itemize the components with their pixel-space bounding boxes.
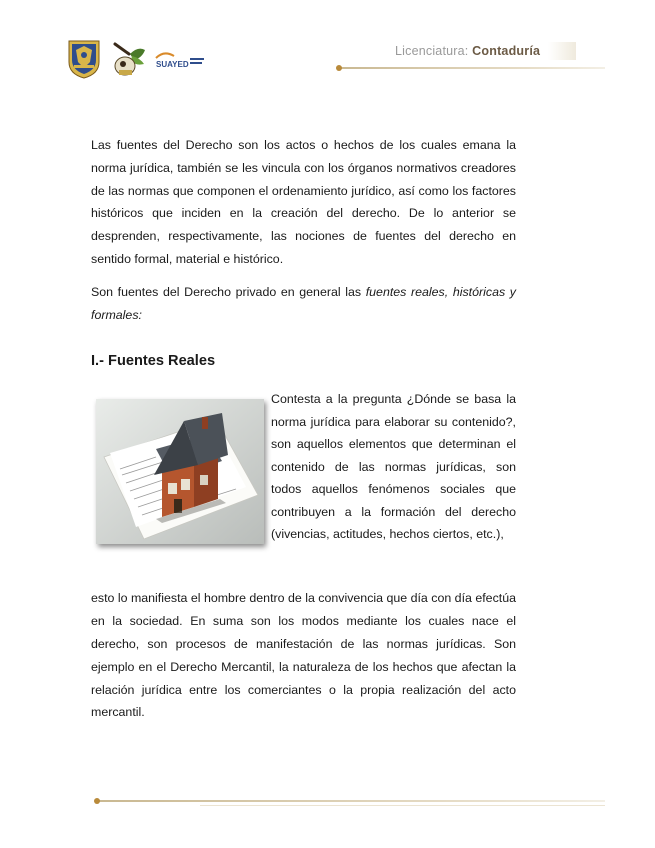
program-prefix: Licenciatura: [395,44,469,58]
footer-rule-dot [94,798,100,804]
program-name: Contaduría [472,44,541,58]
document-content [91,134,516,724]
paragraph-sources-text: Son fuentes del Derecho privado en general las [91,284,366,299]
header-tab-decoration [548,42,576,60]
fca-logo [112,40,148,78]
header-rule [338,67,605,69]
footer-rule [95,800,605,802]
paragraph-intro: Las fuentes del Derecho son los actos o hechos de los cuales emana la norma jurídica, también se les vincula con los órganos normativos creadores de las normas que componen el ordenamiento jurídico, así como los factores históricos que inciden en la creación del derecho. De lo anterior se desprenden, respectivamente, las nociones de fuentes del derecho en sentido formal, material e histórico. [91,138,516,266]
footer-rule-secondary [200,805,605,806]
figure-block [91,389,516,587]
header-rule-dot [336,65,342,71]
section-heading: I.- Fuentes Reales [91,353,216,370]
figure-caption-text: Contesta a la pregunta ¿Dónde se basa la norma jurídica para elaborar su contenido?, son aquellos elementos que determinan el contenido de las normas jurídicas, son todos aquellos fenómenos sociales que contribuyen a la formación del derecho (vivencias, actitudes, hechos ciertos, etc.), [271,392,516,542]
paragraph-sources-italic: fuentes reales, históricas y formales: [91,284,516,322]
paragraph-real-sources: esto lo manifiesta el hombre dentro de la convivencia que día con día efectúa en la sociedad. En suma son los modos mediante los cuales nace el derecho, son procesos de manifestación de las normas jurídicas. Son ejemplo en el Derecho Mercantil, la naturaleza de los hechos que afectan la relación jurídica entre los comerciantes o la propia realización del acto mercantil. [91,591,516,720]
paragraph-sources [91,281,516,327]
unam-logo [66,38,102,80]
program-title [395,44,540,58]
house-on-documents-image [96,399,264,544]
suayed-logo [154,48,206,70]
svg-text:SUAYED: SUAYED [156,60,189,69]
